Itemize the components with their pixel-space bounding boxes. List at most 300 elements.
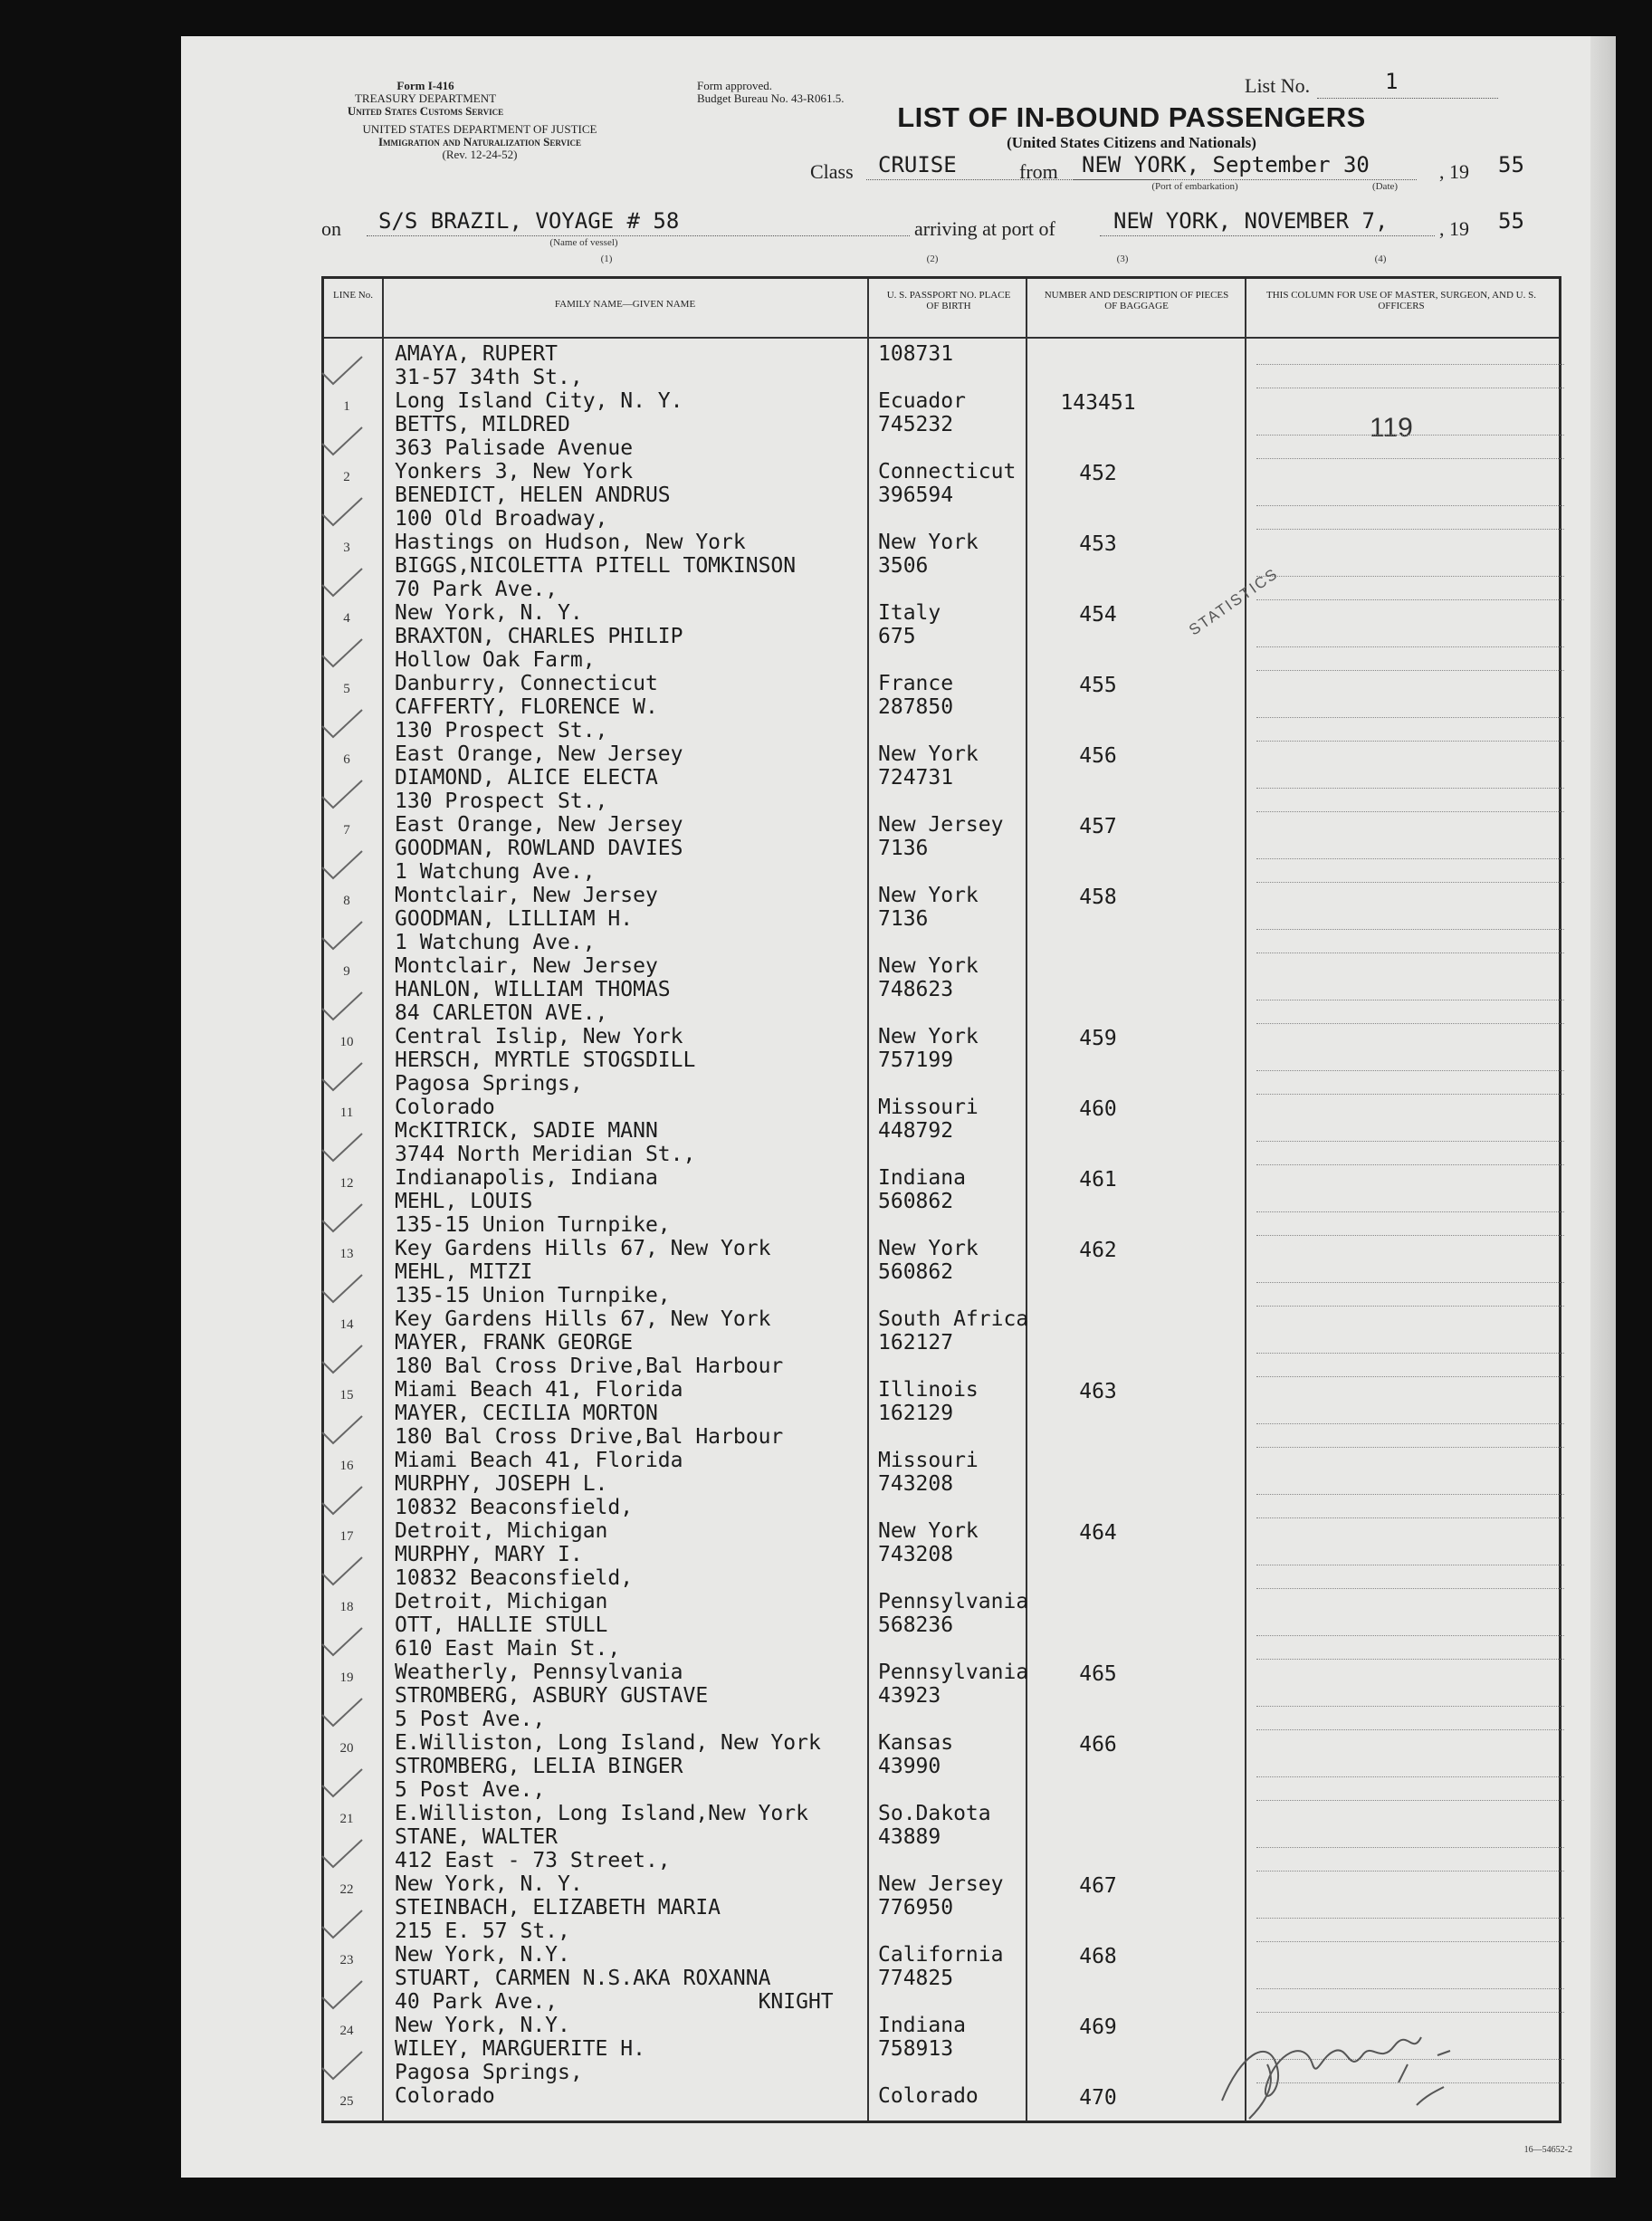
passenger-name: OTT, HALLIE STULL <box>395 1613 608 1637</box>
check-mark-icon <box>315 1412 369 1449</box>
table-row <box>324 1259 1564 1332</box>
passenger-name-address <box>395 1119 695 1190</box>
place-of-birth: Indiana <box>878 1166 966 1190</box>
address-line-1: 1 Watchung Ave., <box>395 931 596 954</box>
check-mark-icon <box>315 636 369 672</box>
passenger-name-address <box>395 342 683 413</box>
check-mark-icon <box>315 1554 369 1590</box>
line-number: 10 <box>339 1035 354 1049</box>
table-row <box>324 1047 1564 1121</box>
passenger-name-address <box>395 837 683 907</box>
passport-number: 448792 <box>878 1119 954 1143</box>
line-number: 21 <box>339 1812 354 1826</box>
port-caption: (Port of embarkation) <box>1151 181 1238 192</box>
address-line-1: 5 Post Ave., <box>395 1778 546 1802</box>
form-approved: Form approved. <box>697 79 773 92</box>
passport-number: 757199 <box>878 1048 954 1072</box>
passenger-name: BETTS, MILDRED <box>395 413 570 436</box>
address-line-2: Detroit, Michigan <box>395 1519 608 1543</box>
check-mark-icon <box>315 918 369 954</box>
passport-birth <box>878 554 941 625</box>
header-line-no: LINE No. <box>333 290 373 301</box>
passport-number: 162129 <box>878 1402 954 1425</box>
header-baggage: NUMBER AND DESCRIPTION OF PIECES OF BAGGAGE <box>1044 290 1229 311</box>
official-number: 119 <box>1370 413 1413 443</box>
passport-birth <box>878 1331 979 1402</box>
check-mark-icon <box>315 1836 369 1872</box>
passport-birth <box>878 1472 979 1543</box>
passenger-name: WILEY, MARGUERITE H. <box>395 2037 645 2061</box>
check-mark-icon <box>315 1766 369 1802</box>
statistics-stamp: STATISTICS <box>1186 564 1282 639</box>
passport-number: 396594 <box>878 483 954 507</box>
passport-number: 776950 <box>878 1896 954 1919</box>
address-line-1: 412 East - 73 Street., <box>395 1849 671 1872</box>
passport-birth <box>878 1896 1003 1967</box>
place-of-birth: New York <box>878 1237 979 1260</box>
passport-birth <box>878 1190 979 1260</box>
table-row <box>324 905 1564 979</box>
baggage-number: 459 <box>1079 1027 1117 1050</box>
form-identification <box>290 80 561 118</box>
baggage-number: 456 <box>1079 744 1117 768</box>
passenger-name-address <box>395 1472 633 1543</box>
date-caption: (Date) <box>1371 181 1399 192</box>
passport-birth <box>878 837 979 907</box>
line-number: 25 <box>339 2094 354 2109</box>
list-number: 1 <box>1385 69 1399 94</box>
passenger-name: STEINBACH, ELIZABETH MARIA <box>395 1896 721 1919</box>
address-line-2: Colorado <box>395 2084 495 2108</box>
place-of-birth: New York <box>878 1025 979 1048</box>
passport-number: 568236 <box>878 1613 954 1637</box>
address-line-1: 363 Palisade Avenue <box>395 436 634 460</box>
address-line-2: Colorado <box>395 1096 495 1119</box>
baggage-number: 454 <box>1079 603 1117 627</box>
passenger-name-address <box>395 625 683 695</box>
passport-number: 748623 <box>878 978 954 1001</box>
passport-number: 743208 <box>878 1543 954 1566</box>
line-number: 23 <box>339 1953 354 1967</box>
passport-birth <box>878 625 953 695</box>
baggage-number: 143451 <box>1060 391 1136 415</box>
passport-birth <box>878 695 979 766</box>
passport-number: 162127 <box>878 1331 954 1355</box>
check-mark-icon <box>315 1483 369 1519</box>
passenger-name-address <box>395 2037 645 2108</box>
line-number: 17 <box>339 1529 354 1544</box>
table-row <box>324 482 1564 556</box>
budget-bureau: Budget Bureau No. 43-R061.5. <box>697 91 845 105</box>
passenger-name: STROMBERG, LELIA BINGER <box>395 1755 683 1778</box>
baggage-number: 457 <box>1079 815 1117 838</box>
passenger-name: AMAYA, RUPERT <box>395 342 559 366</box>
passenger-name: BENEDICT, HELEN ANDRUS <box>395 483 671 507</box>
check-mark-icon <box>315 1059 369 1096</box>
address-line-2: Detroit, Michigan <box>395 1590 608 1613</box>
address-line-2: Central Islip, New York <box>395 1025 683 1048</box>
address-line-1: 70 Park Ave., <box>395 578 559 601</box>
passport-number: 724731 <box>878 766 954 790</box>
line-number: 2 <box>343 470 350 484</box>
address-line-1: Hollow Oak Farm, <box>395 648 596 672</box>
address-line-2: E.Williston, Long Island, New York <box>395 1731 821 1755</box>
line-number: 4 <box>343 611 350 626</box>
table-row <box>324 1400 1564 1473</box>
passenger-name-address <box>395 978 683 1048</box>
passenger-name-address <box>395 1190 770 1260</box>
line-number: 22 <box>339 1882 354 1897</box>
address-line-2: New York, N.Y. <box>395 2014 570 2037</box>
passenger-name-address <box>395 1684 821 1755</box>
passport-number: 3506 <box>878 554 929 578</box>
address-line-2: Danburry, Connecticut <box>395 672 658 695</box>
address-line-1: 10832 Beaconsfield, <box>395 1566 634 1590</box>
check-mark-icon <box>315 777 369 813</box>
address-line-1: 10832 Beaconsfield, <box>395 1496 634 1519</box>
address-line-1: 135-15 Union Turnpike, <box>395 1213 671 1237</box>
check-mark-icon <box>315 706 369 742</box>
line-number: 20 <box>339 1741 354 1756</box>
passenger-name-address <box>395 1331 783 1402</box>
table-row <box>324 340 1564 415</box>
line-number: 8 <box>343 894 350 908</box>
address-line-1: 130 Prospect St., <box>395 719 608 742</box>
treasury-department: TREASURY DEPARTMENT <box>354 91 497 105</box>
passport-number: 560862 <box>878 1190 954 1213</box>
table-row <box>324 1329 1564 1403</box>
immigration-service: Immigration and Naturalization Service <box>377 135 582 148</box>
baggage-number: 465 <box>1079 1662 1117 1686</box>
passport-number: 7136 <box>878 837 929 860</box>
table-row <box>324 1753 1564 1824</box>
table-row <box>324 976 1564 1050</box>
passenger-name-address <box>395 554 796 625</box>
address-line-1: 610 East Main St., <box>395 1637 621 1661</box>
line-number: 16 <box>339 1459 354 1473</box>
place-of-birth: New York <box>878 884 979 907</box>
arriving-label: arriving at port of <box>914 217 1055 240</box>
baggage-number: 463 <box>1079 1380 1117 1403</box>
column-number: (2) <box>926 254 939 264</box>
line-number: 18 <box>339 1600 354 1614</box>
passport-birth <box>878 1755 991 1825</box>
baggage-number: 461 <box>1079 1168 1117 1192</box>
passenger-name: MAYER, CECILIA MORTON <box>395 1402 658 1425</box>
header-passport: U. S. PASSPORT NO. PLACE OF BIRTH <box>886 290 1011 311</box>
address-line-2: Miami Beach 41, Florida <box>395 1449 683 1472</box>
line-number: 6 <box>343 752 350 767</box>
passenger-name: GOODMAN, LILLIAM H. <box>395 907 634 931</box>
line-number: 1 <box>343 399 350 414</box>
check-mark-icon <box>315 989 369 1025</box>
passport-birth <box>878 342 966 413</box>
form-number: Form I-416 <box>396 79 454 92</box>
check-mark-icon <box>315 1342 369 1378</box>
baggage-number: 466 <box>1079 1733 1117 1757</box>
table-row <box>324 1612 1564 1686</box>
class-label: Class <box>810 160 854 183</box>
form-code: 16—54652-2 <box>1523 2145 1572 2155</box>
passenger-name-address <box>395 1613 683 1684</box>
passenger-name: STROMBERG, ASBURY GUSTAVE <box>395 1684 709 1708</box>
address-line-2: Long Island City, N. Y. <box>395 389 683 413</box>
line-number: 9 <box>343 964 350 979</box>
place-of-birth: Colorado <box>878 2084 979 2108</box>
address-line-1: 40 Park Ave., KNIGHT <box>395 1990 834 2014</box>
address-line-2: Key Gardens Hills 67, New York <box>395 1237 771 1260</box>
place-of-birth: Missouri <box>878 1449 979 1472</box>
arrival-year-prefix: , 19 <box>1439 217 1469 240</box>
vessel-name: S/S BRAZIL, VOYAGE # 58 <box>378 208 680 234</box>
place-of-birth: New York <box>878 742 979 766</box>
passenger-name: MEHL, LOUIS <box>395 1190 533 1213</box>
passport-number: 7136 <box>878 907 929 931</box>
place-of-birth: So.Dakota <box>878 1802 991 1825</box>
line-number: 7 <box>343 823 350 838</box>
passport-birth <box>878 1967 966 2037</box>
check-mark-icon <box>315 1201 369 1237</box>
address-line-2: Yonkers 3, New York <box>395 460 634 483</box>
table-row <box>324 1541 1564 1612</box>
address-line-2: Miami Beach 41, Florida <box>395 1378 683 1402</box>
baggage-number: 467 <box>1079 1874 1117 1898</box>
place-of-birth: France <box>878 672 954 695</box>
passenger-name-address <box>395 1402 783 1472</box>
passenger-name-address <box>395 1543 633 1613</box>
table-row <box>324 1824 1564 1898</box>
place-of-birth: Indiana <box>878 2014 966 2037</box>
address-line-2: East Orange, New Jersey <box>395 742 683 766</box>
check-mark-icon <box>315 1907 369 1943</box>
address-line-2: New York, N. Y. <box>395 601 583 625</box>
passport-number: 43923 <box>878 1684 941 1708</box>
address-line-1: 130 Prospect St., <box>395 790 608 813</box>
passenger-name: HANLON, WILLIAM THOMAS <box>395 978 671 1001</box>
passport-birth <box>878 1684 953 1755</box>
passport-birth <box>878 978 979 1048</box>
table-row <box>324 835 1564 909</box>
baggage-number: 469 <box>1079 2015 1117 2039</box>
passport-birth <box>878 907 979 978</box>
check-mark-icon <box>315 1130 369 1166</box>
list-number-label: List No. <box>1245 74 1311 97</box>
from-label: from <box>1019 160 1058 183</box>
check-mark-icon <box>315 565 369 601</box>
passenger-name-address <box>395 907 658 978</box>
form-subtitle: (United States Citizens and Nationals) <box>1007 134 1256 151</box>
check-mark-icon <box>315 847 369 884</box>
passport-number: 758913 <box>878 2037 954 2061</box>
passport-birth <box>878 2037 979 2108</box>
passport-number: 43990 <box>878 1755 941 1778</box>
passenger-name-address <box>395 483 746 554</box>
address-line-1: 135-15 Union Turnpike, <box>395 1284 671 1307</box>
passport-number: 745232 <box>878 413 954 436</box>
passenger-name-address <box>395 413 633 483</box>
passport-birth <box>878 1048 979 1119</box>
place-of-birth: New York <box>878 531 979 554</box>
passport-number: 43889 <box>878 1825 941 1849</box>
passenger-name: DIAMOND, ALICE ELECTA <box>395 766 658 790</box>
arrival-year: 55 <box>1498 208 1524 234</box>
baggage-number: 455 <box>1079 674 1117 697</box>
line-number: 12 <box>339 1176 354 1191</box>
address-line-2: Key Gardens Hills 67, New York <box>395 1307 771 1331</box>
passenger-name: STANE, WALTER <box>395 1825 559 1849</box>
passenger-name: GOODMAN, ROWLAND DAVIES <box>395 837 683 860</box>
address-line-2: New York, N. Y. <box>395 1872 583 1896</box>
vessel-caption: (Name of vessel) <box>549 237 618 248</box>
address-line-1: 215 E. 57 St., <box>395 1919 570 1943</box>
passport-birth <box>878 483 979 554</box>
baggage-number: 470 <box>1079 2086 1117 2110</box>
table-row <box>324 552 1564 627</box>
column-number: (4) <box>1374 254 1387 264</box>
place-of-birth: New Jersey <box>878 1872 1004 1896</box>
customs-service: United States Customs Service <box>347 104 504 118</box>
passenger-name-address <box>395 1967 834 2037</box>
address-line-1: 1 Watchung Ave., <box>395 860 596 884</box>
passport-number: 675 <box>878 625 916 648</box>
baggage-number: 464 <box>1079 1521 1117 1545</box>
on-label: on <box>321 217 341 240</box>
passenger-name-address <box>395 1260 770 1331</box>
address-line-2: Weatherly, Pennsylvania <box>395 1661 683 1684</box>
passport-birth <box>878 1260 1028 1331</box>
passport-number: 287850 <box>878 695 954 719</box>
column-number: (1) <box>600 254 613 264</box>
passport-number: 560862 <box>878 1260 954 1284</box>
passport-number: 774825 <box>878 1967 954 1990</box>
passenger-name: MURPHY, JOSEPH L. <box>395 1472 608 1496</box>
address-line-2: Indianapolis, Indiana <box>395 1166 658 1190</box>
passenger-name: CAFFERTY, FLORENCE W. <box>395 695 658 719</box>
form-revision: (Rev. 12-24-52) <box>442 148 518 161</box>
address-line-2: East Orange, New Jersey <box>395 813 683 837</box>
passenger-name: MURPHY, MARY I. <box>395 1543 583 1566</box>
embarkation-year: 55 <box>1498 152 1524 177</box>
address-line-1: 180 Bal Cross Drive,Bal Harbour <box>395 1355 784 1378</box>
table-row <box>324 623 1564 697</box>
check-mark-icon <box>315 1977 369 2014</box>
passenger-name: HERSCH, MYRTLE STOGSDILL <box>395 1048 696 1072</box>
check-mark-icon <box>315 494 369 531</box>
place-of-birth: California <box>878 1943 1004 1967</box>
passport-birth <box>878 1825 1003 1896</box>
year-prefix: , 19 <box>1439 160 1469 183</box>
address-line-2: Hastings on Hudson, New York <box>395 531 746 554</box>
check-mark-icon <box>315 353 369 389</box>
address-line-1: 3744 North Meridian St., <box>395 1143 696 1166</box>
passenger-name-address <box>395 1896 721 1967</box>
address-line-2: Montclair, New Jersey <box>395 884 658 907</box>
table-row <box>324 694 1564 768</box>
passenger-name: MEHL, MITZI <box>395 1260 533 1284</box>
place-of-birth: New York <box>878 1519 979 1543</box>
table-row <box>324 1117 1564 1192</box>
address-line-1: 31-57 34th St., <box>395 366 583 389</box>
baggage-number: 468 <box>1079 1945 1117 1968</box>
justice-department-block <box>299 123 661 161</box>
place-of-birth: Kansas <box>878 1731 954 1755</box>
line-number: 3 <box>343 541 350 555</box>
table-row <box>324 1894 1564 1968</box>
passport-birth <box>878 1613 1028 1684</box>
officer-signature <box>1213 2001 1466 2128</box>
table-row <box>324 1470 1564 1545</box>
address-line-1: 180 Bal Cross Drive,Bal Harbour <box>395 1425 784 1449</box>
header-name: FAMILY NAME—GIVEN NAME <box>554 299 696 310</box>
embarkation-port-date: NEW YORK, September 30 <box>1082 152 1370 177</box>
check-mark-icon <box>315 424 369 460</box>
place-of-birth: Connecticut <box>878 460 1017 483</box>
passenger-name-address <box>395 766 683 837</box>
class-value: CRUISE <box>878 152 957 177</box>
line-number: 14 <box>339 1317 354 1332</box>
arrival-port-date: NEW YORK, NOVEMBER 7, <box>1113 208 1389 234</box>
passenger-name: MAYER, FRANK GEORGE <box>395 1331 634 1355</box>
header-officers: THIS COLUMN FOR USE OF MASTER, SURGEON, AND U. S. OFFICERS <box>1266 290 1536 311</box>
address-line-1: 84 CARLETON AVE., <box>395 1001 608 1025</box>
line-number: 19 <box>339 1671 354 1685</box>
passport-birth <box>878 1402 979 1472</box>
passenger-name-address <box>395 1048 695 1119</box>
baggage-number: 453 <box>1079 532 1117 556</box>
place-of-birth: Ecuador <box>878 389 966 413</box>
table-row <box>324 764 1564 838</box>
baggage-number: 458 <box>1079 886 1117 909</box>
justice-department: UNITED STATES DEPARTMENT OF JUSTICE <box>362 122 597 136</box>
passenger-name: STUART, CARMEN N.S.AKA ROXANNA <box>395 1967 771 1990</box>
place-of-birth: Pennsylvania <box>878 1661 1029 1684</box>
address-line-1: 5 Post Ave., <box>395 1708 546 1731</box>
passenger-name-address <box>395 695 683 766</box>
check-mark-icon <box>315 1271 369 1307</box>
line-number: 13 <box>339 1247 354 1261</box>
passenger-name-address <box>395 1825 671 1896</box>
place-of-birth: South Africa <box>878 1307 1029 1331</box>
column-number: (3) <box>1116 254 1129 264</box>
passenger-name-address <box>395 1755 808 1825</box>
address-line-2: Montclair, New Jersey <box>395 954 658 978</box>
check-mark-icon <box>315 2048 369 2084</box>
passenger-name: BRAXTON, CHARLES PHILIP <box>395 625 683 648</box>
place-of-birth: New Jersey <box>878 813 1004 837</box>
check-mark-icon <box>315 1624 369 1661</box>
table-row <box>324 1682 1564 1757</box>
passenger-table <box>321 276 1561 2123</box>
passport-birth <box>878 766 1003 837</box>
passenger-list-form <box>181 36 1616 2178</box>
passenger-name: BIGGS,NICOLETTA PITELL TOMKINSON <box>395 554 797 578</box>
address-line-1: Pagosa Springs, <box>395 2061 583 2084</box>
passport-number: 743208 <box>878 1472 954 1496</box>
baggage-number: 452 <box>1079 462 1117 485</box>
passport-birth <box>878 1543 1028 1613</box>
baggage-number: 462 <box>1079 1239 1117 1262</box>
place-of-birth: Italy <box>878 601 941 625</box>
check-mark-icon <box>315 1695 369 1731</box>
passport-birth <box>878 1119 966 1190</box>
line-number: 24 <box>339 2024 354 2038</box>
table-row <box>324 411 1564 485</box>
place-of-birth: Missouri <box>878 1096 979 1119</box>
address-line-2: New York, N.Y. <box>395 1943 570 1967</box>
line-number: 5 <box>343 682 350 696</box>
address-line-1: Pagosa Springs, <box>395 1072 583 1096</box>
line-number: 11 <box>339 1106 354 1120</box>
